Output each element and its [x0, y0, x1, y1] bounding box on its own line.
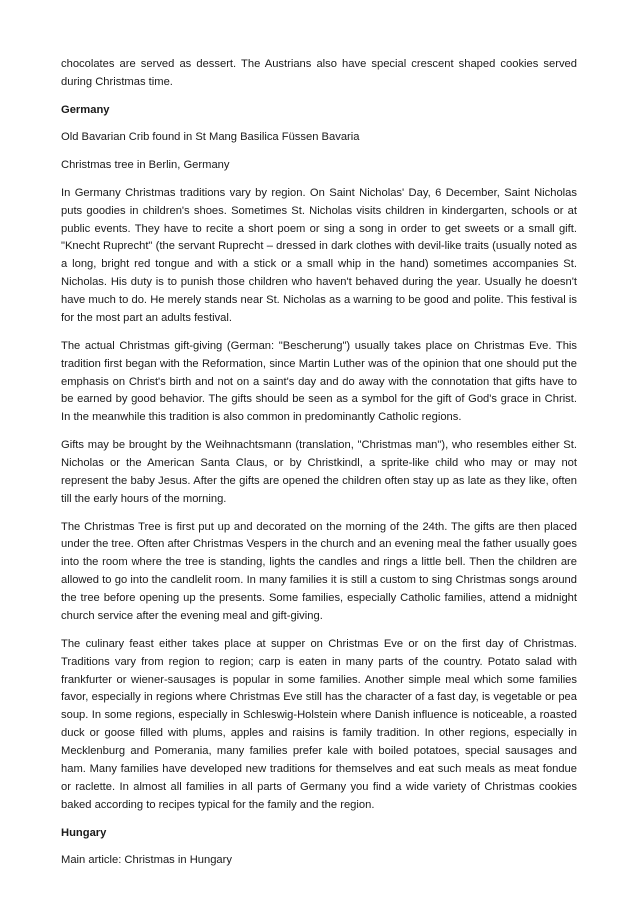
paragraph-saint-nicholas: In Germany Christmas traditions vary by region. On Saint Nicholas' Day, 6 December, Saint Nicholas puts goodies in children's shoes. Sometimes St. Nicholas visits children in kindergarten, schools or at public events. They have to recite a short poem or sing a song in order to get sweets or a small gift. "Knecht Ruprecht" (the servant Ruprecht – dressed in dark clothes with devil-like traits (usually noted as a long, bright red tongue and with a stick or a small whip in the hand) sometimes accompanies St. Nicholas. His duty is to punish those children who haven't behaved during the year. Usually he doesn't have much to do. He merely stands near St. Nicholas as a warning to be good and polite. This festival is for the most part an adults festival. [61, 186, 577, 325]
document-page [61, 56, 577, 880]
caption-berlin-tree: Christmas tree in Berlin, Germany [61, 159, 230, 172]
paragraph-gift-giving: The actual Christmas gift-giving (German: "Bescherung") usually takes place on Christmas Eve. This tradition first began with the Reformation, since Martin Luther was of the opinion that one should put the emphasis on Christ's birth and not on a saint's day and do away with the connotation that gifts have to be earned by good behavior. The gifts should be seen as a symbol for the gift of God's grace in Christ. In the meanwhile this tradition is also common in predominantly Catholic regions. [61, 339, 577, 424]
paragraph-austria-cookies: chocolates are served as dessert. The Austrians also have special crescent shaped cookies served during Christmas time. [61, 58, 577, 88]
caption-bavarian-crib: Old Bavarian Crib found in St Mang Basilica Füssen Bavaria [61, 131, 360, 144]
paragraph-culinary-feast: The culinary feast either takes place at supper on Christmas Eve or on the first day of Christmas. Traditions vary from region to region; carp is eaten in many parts of the country. Potato salad with frankfurter or wiener-sausages is popular in some families. Another simple meal which some families favor, especially in regions where Christmas Eve still has the character of a fast day, is vegetable or pea soup. In some regions, especially in Schleswig-Holstein where Danish influence is noticeable, a roasted duck or goose filled with plums, apples and raisins is family tradition. In other regions, especially in Mecklenburg and Pomerania, many families prefer kale with boiled potatoes, special sausages and ham. Many families have developed new traditions for themselves and eat such meals as meat fondue or raclette. In almost all families in all parts of Germany you find a wide variety of Christmas cookies baked according to recipes typical for the family and the region. [61, 637, 577, 811]
paragraph-weihnachtsmann: Gifts may be brought by the Weihnachtsmann (translation, "Christmas man"), who resembles either St. Nicholas or the American Santa Claus, or by Christkindl, a sprite-like child who may or may not represent the baby Jesus. After the gifts are opened the children often stay up as late as they like, often till the early hours of the morning. [61, 439, 577, 505]
paragraph-christmas-tree: The Christmas Tree is first put up and decorated on the morning of the 24th. The gifts are then placed under the tree. Often after Christmas Vespers in the church and an evening meal the father usually goes into the room where the tree is standing, lights the candles and rings a little bell. Then the children are allowed to go into the candlelit room. In many families it is still a custom to sing Christmas songs around the tree before opening up the presents. Some families, especially Catholic families, attend a midnight church service after the evening meal and gift-giving. [61, 520, 577, 623]
main-article-hungary: Main article: Christmas in Hungary [61, 854, 232, 867]
heading-germany: Germany [61, 103, 110, 116]
heading-hungary: Hungary [61, 826, 107, 839]
